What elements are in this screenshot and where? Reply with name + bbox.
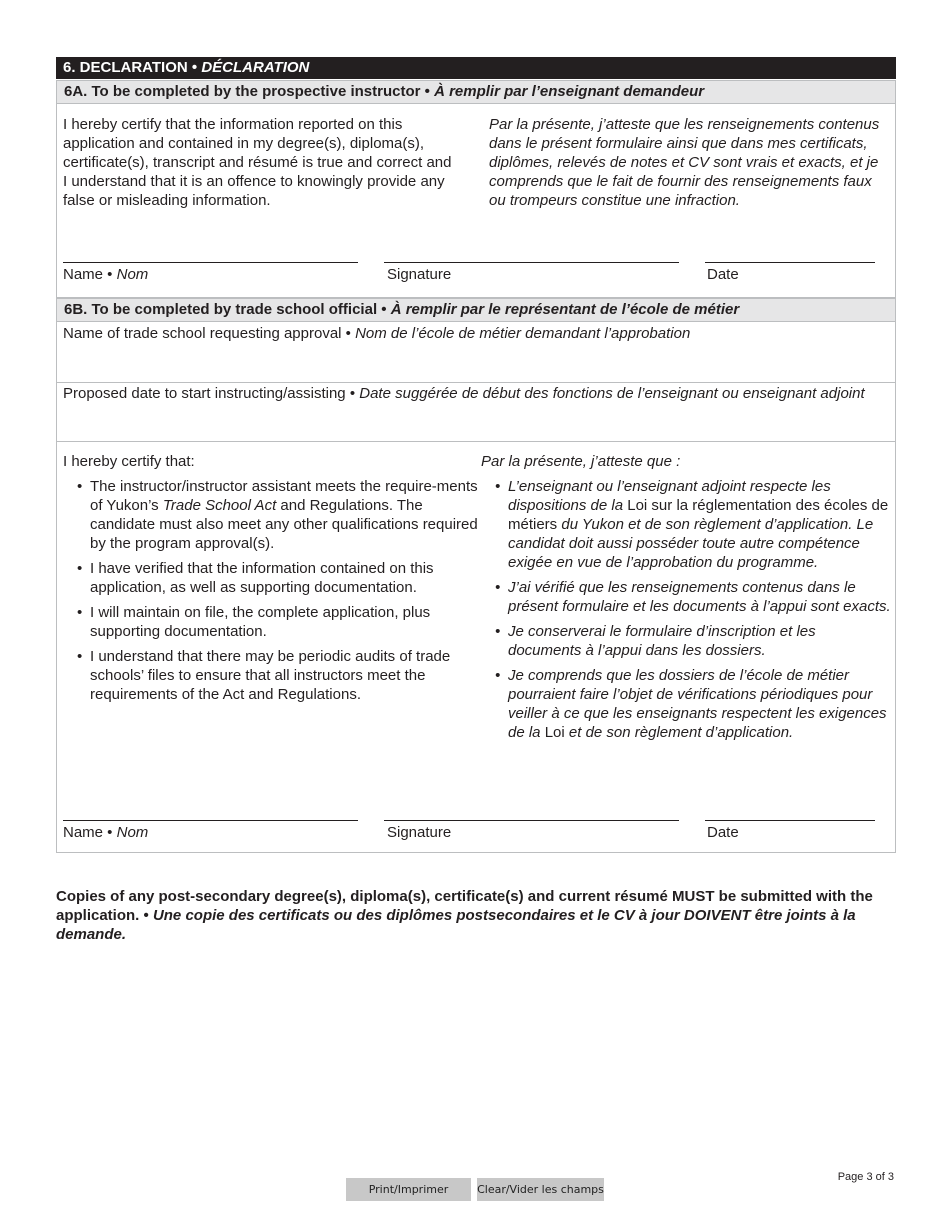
date-label: Date bbox=[707, 266, 739, 283]
list-item: • The instructor/instructor assistant meets the require-ments of Yukon’s Trade School Act and Regulations. The candidate must also meet any other qualifications required by the program approval(s). bbox=[63, 477, 478, 553]
part-6b-header: 6B. To be completed by trade school official • À remplir par le représentant de l’école de métier bbox=[56, 298, 896, 322]
page-number: Page 3 of 3 bbox=[837, 1171, 894, 1183]
signature-label: Signature bbox=[387, 266, 452, 283]
start-date-field[interactable]: Proposed date to start instructing/assisting • Date suggérée de début des fonctions de l’enseignant ou enseignant adjoint bbox=[63, 385, 865, 402]
certify-en-block bbox=[63, 452, 478, 710]
trade-school-name-field[interactable]: Name of trade school requesting approval • Nom de l’école de métier demandant l’approbation bbox=[63, 325, 691, 342]
list-item: • I will maintain on file, the complete application, plus supporting documentation. bbox=[63, 603, 478, 641]
list-item: • Je comprends que les dossiers de l’école de métier pourraient faire l’objet de vérifications périodiques pour veiller à ce que les enseignants respectent les exigences de la Loi et de son règlement d’application. bbox=[481, 666, 891, 742]
part-6a-header: 6A. To be completed by the prospective instructor • À remplir par l’enseignant demandeur bbox=[56, 80, 896, 104]
section-title-fr: DÉCLARATION bbox=[201, 59, 310, 76]
divider bbox=[56, 382, 896, 383]
declaration-text-en: I hereby certify that the information reported on this application and contained in my degree(s), diploma(s), certificate(s), transcript and résumé is true and correct and I understand that it is an offence to knowingly provide any false or misleading information. bbox=[63, 116, 452, 209]
list-item: • L’enseignant ou l’enseignant adjoint respecte les dispositions de la Loi sur la réglementation des écoles de métiers du Yukon et de son règlement d’application. Le candidat doit aussi posséder toute autre compétence exigée en vue de l’approbation du programme. bbox=[481, 477, 891, 572]
divider bbox=[56, 441, 896, 442]
certify-intro-en: I hereby certify that: bbox=[63, 453, 195, 470]
name-label: Name • Nom bbox=[63, 266, 149, 283]
list-item: • Je conserverai le formulaire d’inscription et les documents à l’appui dans les dossiers. bbox=[481, 622, 891, 660]
declaration-text-fr: Par la présente, j’atteste que les renseignements contenus dans le présent formulaire ainsi que dans mes certificats, diplômes, relevés de notes et CV sont vrais et exacts, et je comprends que le fait de fournir des renseignements faux ou trompeurs constitue une infraction. bbox=[489, 116, 880, 209]
section-title-en: 6. DECLARATION bbox=[63, 59, 188, 76]
certify-list-fr bbox=[481, 477, 891, 742]
official-signature-label: Signature bbox=[387, 824, 452, 841]
list-item: • I understand that there may be periodic audits of trade schools’ files to ensure that all instructors meet the requirements of the Act and Regulations. bbox=[63, 647, 478, 704]
list-item: • I have verified that the information contained on this application, as well as supporting documentation. bbox=[63, 559, 478, 597]
submission-note: Copies of any post-secondary degree(s), diploma(s), certificate(s) and current résumé MUST be submitted with the application. • Une copie des certificats ou des diplômes postsecondaires et le CV à jour DOIVENT être joints à la demande. bbox=[56, 888, 873, 943]
list-item: • J’ai vérifié que les renseignements contenus dans le présent formulaire et les documents à l’appui sont exacts. bbox=[481, 578, 891, 616]
signature-line[interactable] bbox=[384, 262, 679, 263]
certify-list-en bbox=[63, 477, 478, 704]
official-name-line[interactable] bbox=[63, 820, 358, 821]
official-name-label: Name • Nom bbox=[63, 824, 149, 841]
certify-intro-fr: Par la présente, j’atteste que : bbox=[481, 453, 681, 470]
print-button[interactable]: Print/Imprimer bbox=[346, 1178, 471, 1201]
official-signature-line[interactable] bbox=[384, 820, 679, 821]
certify-fr-block bbox=[481, 452, 891, 748]
official-date-line[interactable] bbox=[705, 820, 875, 821]
name-signature-line[interactable] bbox=[63, 262, 358, 263]
clear-fields-button[interactable]: Clear/Vider les champs bbox=[477, 1178, 604, 1201]
section-header: 6. DECLARATION • DÉCLARATION bbox=[56, 57, 896, 79]
date-line[interactable] bbox=[705, 262, 875, 263]
official-date-label: Date bbox=[707, 824, 739, 841]
